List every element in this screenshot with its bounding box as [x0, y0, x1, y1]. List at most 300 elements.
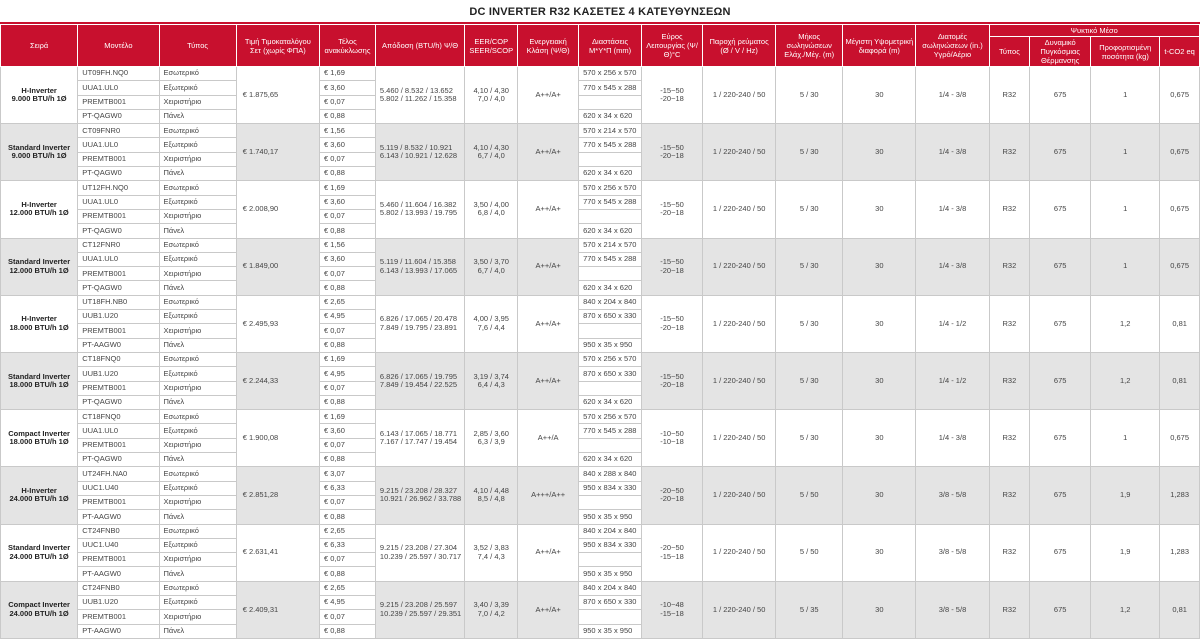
precharge-value: 1: [1091, 238, 1160, 295]
list-price: € 1.849,00: [236, 238, 319, 295]
capacity-line: 9.215 / 23.208 / 25.597: [379, 600, 458, 610]
power-supply: 1 / 220-240 / 50: [703, 581, 776, 638]
recycling-fee: € 3,60: [320, 195, 376, 209]
eer-cop: [465, 410, 518, 467]
operating-range: [642, 181, 703, 238]
series-name-line: 24.000 BTU/h 1Ø: [9, 608, 69, 618]
model-code: UT24FH.NA0: [78, 467, 159, 481]
energy-class: A++/A: [518, 410, 579, 467]
recycling-fee: € 2,65: [320, 581, 376, 595]
eer-cop-line: 4,10 / 4,30: [473, 85, 509, 95]
unit-type: Εξωτερικό: [159, 195, 236, 209]
series-name-line: 24.000 BTU/h 1Ø: [9, 551, 69, 561]
eer-cop-line: 6,7 / 4,0: [477, 265, 505, 275]
dimensions: 950 x 35 x 950: [579, 567, 642, 581]
product-group: [1, 581, 1200, 638]
header-refrigerant-type: Τύπος: [989, 37, 1030, 67]
recycling-fee: € 6,33: [320, 481, 376, 495]
unit-type: Χειριστήριο: [159, 95, 236, 109]
header-series: Σειρά: [1, 25, 78, 67]
eer-cop: [465, 295, 518, 352]
refrigerant-type: R32: [989, 467, 1030, 524]
dimensions: [579, 152, 642, 166]
series-name-line: 9.000 BTU/h 1Ø: [11, 151, 67, 161]
co2-value: 1,283: [1160, 467, 1200, 524]
eer-cop: [465, 581, 518, 638]
eer-cop-line: 3,50 / 4,00: [473, 199, 509, 209]
header-eer-cop: EER/COP SEER/SCOP: [465, 25, 518, 67]
co2-value: 0,675: [1160, 410, 1200, 467]
model-code: UUA1.UL0: [78, 195, 159, 209]
dimensions: [579, 438, 642, 452]
model-code: UUC1.U40: [78, 538, 159, 552]
list-price: € 1.900,08: [236, 410, 319, 467]
model-code: PT-AAGW0: [78, 510, 159, 524]
gwp-value: 675: [1030, 181, 1091, 238]
height-difference: 30: [843, 295, 916, 352]
energy-class: A++/A+: [518, 524, 579, 581]
pipe-length: 5 / 30: [776, 352, 843, 409]
operating-range-line: -20~18: [660, 151, 684, 161]
series-name-line: 24.000 BTU/h 1Ø: [9, 494, 69, 504]
refrigerant-type: R32: [989, 410, 1030, 467]
power-supply: 1 / 220-240 / 50: [703, 295, 776, 352]
dimensions: 570 x 256 x 570: [579, 410, 642, 424]
operating-range-line: -20~18: [660, 265, 684, 275]
model-code: PREMTB001: [78, 152, 159, 166]
model-code: PT-QAGW0: [78, 453, 159, 467]
pipe-length: 5 / 30: [776, 124, 843, 181]
capacity: [375, 352, 464, 409]
dimensions: [579, 381, 642, 395]
operating-range-line: -15~50: [660, 257, 684, 267]
capacity-line: 5.460 / 11.604 / 16.382: [379, 199, 457, 209]
dimensions: 950 x 834 x 330: [579, 481, 642, 495]
unit-type: Εξωτερικό: [159, 538, 236, 552]
model-code: PREMTB001: [78, 95, 159, 109]
model-code: UUC1.U40: [78, 481, 159, 495]
pipe-length: 5 / 50: [776, 467, 843, 524]
precharge-value: 1: [1091, 181, 1160, 238]
power-supply: 1 / 220-240 / 50: [703, 238, 776, 295]
header-recycling-fee: Τέλος ανακύκλωσης: [320, 25, 376, 67]
power-supply: 1 / 220-240 / 50: [703, 410, 776, 467]
dimensions: [579, 267, 642, 281]
unit-type: Χειριστήριο: [159, 610, 236, 624]
capacity: [375, 467, 464, 524]
product-group: [1, 467, 1200, 524]
eer-cop: [465, 67, 518, 124]
dimensions: 840 x 204 x 840: [579, 581, 642, 595]
model-code: PREMTB001: [78, 209, 159, 223]
recycling-fee: € 0,88: [320, 510, 376, 524]
series-name-line: Standard Inverter: [8, 142, 71, 152]
operating-range-line: -15~50: [660, 142, 684, 152]
model-code: PT-QAGW0: [78, 167, 159, 181]
eer-cop: [465, 124, 518, 181]
dimensions: [579, 209, 642, 223]
model-code: UUB1.U20: [78, 367, 159, 381]
operating-range: [642, 295, 703, 352]
model-code: PT-AAGW0: [78, 338, 159, 352]
recycling-fee: € 1,69: [320, 67, 376, 81]
capacity: [375, 524, 464, 581]
series-name-line: 12.000 BTU/h 1Ø: [9, 265, 69, 275]
series-name: [1, 124, 78, 181]
capacity-line: 6.826 / 17.065 / 20.478: [379, 314, 458, 324]
recycling-fee: € 0,88: [320, 567, 376, 581]
operating-range-line: -15~50: [660, 199, 684, 209]
dimensions: 570 x 256 x 570: [579, 352, 642, 366]
height-difference: 30: [843, 67, 916, 124]
gwp-value: 675: [1030, 67, 1091, 124]
precharge-value: 1,2: [1091, 295, 1160, 352]
table-row: [1, 238, 1200, 252]
dimensions: 620 x 34 x 620: [579, 224, 642, 238]
capacity-line: 5.119 / 8.532 / 10.921: [379, 142, 453, 152]
precharge-value: 1,2: [1091, 352, 1160, 409]
height-difference: 30: [843, 238, 916, 295]
unit-type: Πάνελ: [159, 395, 236, 409]
recycling-fee: € 4,95: [320, 310, 376, 324]
unit-type: Πάνελ: [159, 338, 236, 352]
model-code: CT24FNB0: [78, 581, 159, 595]
model-code: UUA1.UL0: [78, 252, 159, 266]
capacity-line: 9.215 / 23.208 / 28.327: [379, 485, 458, 495]
capacity: [375, 124, 464, 181]
capacity-line: 6.143 / 17.065 / 18.771: [379, 428, 458, 438]
model-code: PREMTB001: [78, 495, 159, 509]
dimensions: 570 x 256 x 570: [579, 67, 642, 81]
co2-value: 0,675: [1160, 238, 1200, 295]
recycling-fee: € 4,95: [320, 367, 376, 381]
pipe-length: 5 / 30: [776, 67, 843, 124]
operating-range-line: -20~50: [660, 543, 684, 553]
product-group: [1, 352, 1200, 409]
header-height-difference: Μέγιστη Υψομετρική διαφορά (m): [843, 25, 916, 67]
header-model: Μοντέλο: [78, 25, 159, 67]
capacity: [375, 238, 464, 295]
height-difference: 30: [843, 352, 916, 409]
eer-cop-line: 3,50 / 3,70: [473, 257, 509, 267]
dimensions: [579, 324, 642, 338]
operating-range: [642, 352, 703, 409]
co2-value: 0,675: [1160, 181, 1200, 238]
pipe-diameter: 1/4 - 3/8: [916, 67, 989, 124]
power-supply: 1 / 220-240 / 50: [703, 524, 776, 581]
product-group: [1, 238, 1200, 295]
recycling-fee: € 0,07: [320, 381, 376, 395]
dimensions: 950 x 834 x 330: [579, 538, 642, 552]
recycling-fee: € 1,56: [320, 124, 376, 138]
eer-cop-line: 7,0 / 4,0: [477, 94, 505, 104]
recycling-fee: € 0,07: [320, 324, 376, 338]
unit-type: Εσωτερικό: [159, 581, 236, 595]
unit-type: Χειριστήριο: [159, 381, 236, 395]
operating-range: [642, 67, 703, 124]
pipe-diameter: 3/8 - 5/8: [916, 524, 989, 581]
recycling-fee: € 3,60: [320, 138, 376, 152]
co2-value: 0,81: [1160, 295, 1200, 352]
unit-type: Εξωτερικό: [159, 252, 236, 266]
dimensions: 770 x 545 x 288: [579, 252, 642, 266]
table-row: [1, 524, 1200, 538]
gwp-value: 675: [1030, 295, 1091, 352]
dimensions: 620 x 34 x 620: [579, 167, 642, 181]
pipe-length: 5 / 30: [776, 410, 843, 467]
series-name-line: 18.000 BTU/h 1Ø: [9, 380, 69, 390]
energy-class: A++/A+: [518, 124, 579, 181]
dimensions: 620 x 34 x 620: [579, 395, 642, 409]
recycling-fee: € 0,07: [320, 209, 376, 223]
model-code: PT-QAGW0: [78, 395, 159, 409]
dimensions: 620 x 34 x 620: [579, 281, 642, 295]
gwp-value: 675: [1030, 581, 1091, 638]
series-name: [1, 181, 78, 238]
series-name-line: Compact Inverter: [8, 428, 70, 438]
recycling-fee: € 3,60: [320, 252, 376, 266]
header-energy-class: Ενεργειακή Κλάση (Ψ/Θ): [518, 25, 579, 67]
list-price: € 2.851,28: [236, 467, 319, 524]
precharge-value: 1,9: [1091, 524, 1160, 581]
series-name-line: H-Inverter: [21, 85, 57, 95]
operating-range-line: -15~18: [660, 608, 684, 618]
operating-range-line: -20~18: [660, 494, 684, 504]
operating-range-line: -20~18: [660, 322, 684, 332]
product-group: [1, 124, 1200, 181]
height-difference: 30: [843, 524, 916, 581]
table-row: [1, 410, 1200, 424]
power-supply: 1 / 220-240 / 50: [703, 67, 776, 124]
list-price: € 2.495,93: [236, 295, 319, 352]
capacity: [375, 181, 464, 238]
eer-cop-line: 4,00 / 3,95: [473, 314, 509, 324]
eer-cop-line: 3,40 / 3,39: [473, 600, 509, 610]
dimensions: 840 x 204 x 840: [579, 295, 642, 309]
series-name-line: Standard Inverter: [8, 257, 71, 267]
series-name: [1, 238, 78, 295]
unit-type: Πάνελ: [159, 510, 236, 524]
unit-type: Χειριστήριο: [159, 324, 236, 338]
product-group: [1, 295, 1200, 352]
energy-class: A++/A+: [518, 581, 579, 638]
series-name-line: H-Inverter: [21, 314, 57, 324]
capacity-line: 7.849 / 19.795 / 23.891: [379, 322, 458, 332]
dimensions: 620 x 34 x 620: [579, 109, 642, 123]
recycling-fee: € 3,07: [320, 467, 376, 481]
product-group: [1, 181, 1200, 238]
recycling-fee: € 3,60: [320, 424, 376, 438]
unit-type: Εξωτερικό: [159, 595, 236, 609]
co2-value: 0,81: [1160, 352, 1200, 409]
capacity-line: 5.802 / 13.993 / 19.795: [379, 208, 458, 218]
operating-range-line: -15~18: [660, 551, 684, 561]
refrigerant-type: R32: [989, 67, 1030, 124]
table-row: [1, 181, 1200, 195]
eer-cop-line: 6,4 / 4,3: [477, 380, 505, 390]
model-code: PREMTB001: [78, 553, 159, 567]
model-code: CT24FNB0: [78, 524, 159, 538]
dimensions: 770 x 545 x 288: [579, 81, 642, 95]
recycling-fee: € 0,88: [320, 395, 376, 409]
series-name: [1, 467, 78, 524]
power-supply: 1 / 220-240 / 50: [703, 181, 776, 238]
capacity-line: 6.143 / 10.921 / 12.628: [379, 151, 458, 161]
model-code: PT-AAGW0: [78, 567, 159, 581]
unit-type: Πάνελ: [159, 453, 236, 467]
header-operating-range: Εύρος Λειτουργίας (Ψ/Θ)°C: [642, 25, 703, 67]
operating-range: [642, 581, 703, 638]
dimensions: 950 x 35 x 950: [579, 510, 642, 524]
power-supply: 1 / 220-240 / 50: [703, 352, 776, 409]
dimensions: 570 x 214 x 570: [579, 124, 642, 138]
capacity-line: 5.802 / 11.262 / 15.358: [379, 94, 457, 104]
precharge-value: 1: [1091, 67, 1160, 124]
refrigerant-type: R32: [989, 524, 1030, 581]
unit-type: Εξωτερικό: [159, 310, 236, 324]
capacity-line: 5.460 / 8.532 / 13.652: [379, 85, 453, 95]
recycling-fee: € 3,60: [320, 81, 376, 95]
product-group: [1, 67, 1200, 124]
operating-range-line: -20~18: [660, 208, 684, 218]
operating-range-line: -15~50: [660, 85, 684, 95]
pipe-length: 5 / 30: [776, 181, 843, 238]
unit-type: Εσωτερικό: [159, 524, 236, 538]
recycling-fee: € 4,95: [320, 595, 376, 609]
height-difference: 30: [843, 181, 916, 238]
list-price: € 1.740,17: [236, 124, 319, 181]
energy-class: A++/A+: [518, 67, 579, 124]
gwp-value: 675: [1030, 467, 1091, 524]
operating-range: [642, 124, 703, 181]
dimensions: 870 x 650 x 330: [579, 367, 642, 381]
model-code: CT18FNQ0: [78, 410, 159, 424]
gwp-value: 675: [1030, 124, 1091, 181]
gwp-value: 675: [1030, 410, 1091, 467]
pipe-length: 5 / 50: [776, 524, 843, 581]
capacity-line: 7.167 / 17.747 / 19.454: [379, 437, 458, 447]
co2-value: 0,675: [1160, 124, 1200, 181]
refrigerant-type: R32: [989, 238, 1030, 295]
header-precharge: Προφορτισμένη ποσότητα (kg): [1091, 37, 1160, 67]
capacity-line: 7.849 / 19.454 / 22.525: [379, 380, 458, 390]
unit-type: Εσωτερικό: [159, 238, 236, 252]
list-price: € 1.875,65: [236, 67, 319, 124]
precharge-value: 1: [1091, 410, 1160, 467]
recycling-fee: € 1,69: [320, 410, 376, 424]
pipe-diameter: 1/4 - 3/8: [916, 238, 989, 295]
dimensions: 570 x 256 x 570: [579, 181, 642, 195]
unit-type: Εξωτερικό: [159, 81, 236, 95]
list-price: € 2.008,90: [236, 181, 319, 238]
model-code: PT-QAGW0: [78, 109, 159, 123]
capacity-line: 6.826 / 17.065 / 19.795: [379, 371, 458, 381]
eer-cop: [465, 181, 518, 238]
unit-type: Πάνελ: [159, 167, 236, 181]
dimensions: [579, 553, 642, 567]
product-group: [1, 524, 1200, 581]
pipe-diameter: 1/4 - 3/8: [916, 124, 989, 181]
dimensions: 870 x 650 x 330: [579, 310, 642, 324]
refrigerant-type: R32: [989, 581, 1030, 638]
operating-range-line: -10~48: [660, 600, 684, 610]
header-gwp: Δυναμικό Πυγκόσμιας Θέρμανσης: [1030, 37, 1091, 67]
recycling-fee: € 0,07: [320, 495, 376, 509]
operating-range: [642, 238, 703, 295]
dimensions: 870 x 650 x 330: [579, 595, 642, 609]
eer-cop-line: 2,85 / 3,60: [473, 428, 509, 438]
unit-type: Χειριστήριο: [159, 152, 236, 166]
header-price: Τιμή Τιμοκαταλόγου Σετ (χωρίς ΦΠΑ): [236, 25, 319, 67]
operating-range-line: -20~50: [660, 485, 684, 495]
pipe-diameter: 1/4 - 1/2: [916, 352, 989, 409]
recycling-fee: € 0,07: [320, 95, 376, 109]
unit-type: Χειριστήριο: [159, 438, 236, 452]
page-title: DC INVERTER R32 ΚΑΣΕΤΕΣ 4 ΚΑΤΕΥΘΥΝΣΕΩΝ: [0, 0, 1200, 24]
model-code: PT-QAGW0: [78, 224, 159, 238]
energy-class: A++/A+: [518, 295, 579, 352]
capacity-line: 9.215 / 23.208 / 27.304: [379, 543, 458, 553]
precharge-value: 1: [1091, 124, 1160, 181]
eer-cop-line: 6,3 / 3,9: [477, 437, 505, 447]
capacity-line: 5.119 / 11.604 / 15.358: [379, 257, 456, 267]
dimensions: 770 x 545 x 288: [579, 424, 642, 438]
recycling-fee: € 0,07: [320, 267, 376, 281]
model-code: PREMTB001: [78, 267, 159, 281]
table-row: [1, 67, 1200, 81]
eer-cop-line: 7,6 / 4,4: [477, 322, 505, 332]
operating-range-line: -20~18: [660, 94, 684, 104]
eer-cop: [465, 467, 518, 524]
height-difference: 30: [843, 410, 916, 467]
pipe-diameter: 1/4 - 1/2: [916, 295, 989, 352]
series-name-line: H-Inverter: [21, 485, 57, 495]
pipe-diameter: 3/8 - 5/8: [916, 581, 989, 638]
precharge-value: 1,9: [1091, 467, 1160, 524]
model-code: PREMTB001: [78, 381, 159, 395]
list-price: € 2.631,41: [236, 524, 319, 581]
header-refrigerant-group: Ψυκτικό Μέσο: [989, 25, 1199, 37]
pipe-length: 5 / 30: [776, 295, 843, 352]
unit-type: Πάνελ: [159, 281, 236, 295]
dimensions: 950 x 35 x 950: [579, 624, 642, 638]
recycling-fee: € 0,88: [320, 281, 376, 295]
table-row: [1, 124, 1200, 138]
height-difference: 30: [843, 124, 916, 181]
dimensions: 840 x 204 x 840: [579, 524, 642, 538]
series-name-line: Standard Inverter: [8, 543, 71, 553]
model-code: UT18FH.NB0: [78, 295, 159, 309]
product-group: [1, 410, 1200, 467]
model-code: PREMTB001: [78, 324, 159, 338]
model-code: UUA1.UL0: [78, 138, 159, 152]
recycling-fee: € 0,88: [320, 338, 376, 352]
capacity-line: 10.239 / 25.597 / 29.351: [379, 608, 462, 618]
list-price: € 2.244,33: [236, 352, 319, 409]
unit-type: Πάνελ: [159, 224, 236, 238]
unit-type: Εσωτερικό: [159, 67, 236, 81]
price-table: [0, 24, 1200, 639]
series-name: [1, 352, 78, 409]
operating-range-line: -15~50: [660, 314, 684, 324]
dimensions: 570 x 214 x 570: [579, 238, 642, 252]
series-name: [1, 524, 78, 581]
capacity-line: 6.143 / 13.993 / 17.065: [379, 265, 458, 275]
header-power-supply: Παροχή ρεύματος (Ø / V / Hz): [703, 25, 776, 67]
header-co2: t-CO2 eq: [1160, 37, 1200, 67]
recycling-fee: € 0,88: [320, 453, 376, 467]
model-code: UUB1.U20: [78, 310, 159, 324]
